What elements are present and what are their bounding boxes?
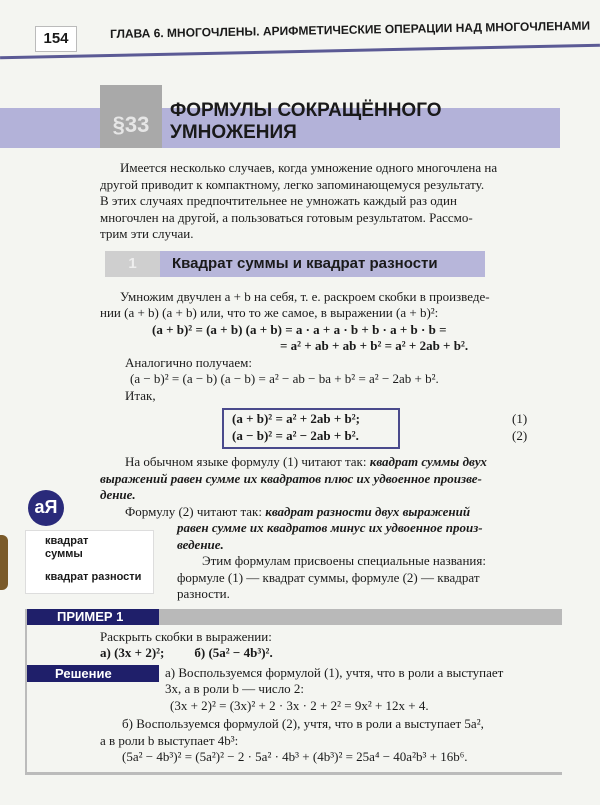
text-line: 3x, а в роли b — число 2: [165,681,305,696]
solution-b [27,716,562,766]
section-title-line: УМНОЖЕНИЯ [170,122,297,143]
formula-2: (a − b)² = a² − 2ab + b². [232,427,359,443]
text-line: б) Воспользуемся формулой (2), учтя, что в роли a выступает 5a², [122,716,484,731]
glossary-icon: аЯ [28,490,64,526]
rule-text: равен сумме их квадратов минус их удвоенное произ- [177,520,483,535]
intro-paragraph [100,160,562,243]
example-label: ПРИМЕР 1 [27,609,159,625]
glossary-term [45,535,88,561]
main-column [55,160,562,775]
text-line: Умножим двучлен a + b на себя, т. е. раскроем скобки в произведе- [120,288,490,304]
section-number: §33 [100,85,162,148]
rule-text: дение. [100,487,136,502]
formula-line: (a + b)² = (a + b) (a + b) = a · a + a · b + b · a + b · b = [152,321,447,337]
rule-text: квадрат суммы двух [369,454,487,469]
text-line: а) Воспользуемся формулой (1), учтя, что в роли a выступает [165,664,504,680]
text-line: формуле (1) — квадрат суммы, формуле (2) — квадрат [177,569,480,585]
chapter-header: ГЛАВА 6. МНОГОЧЛЕНЫ. АРИФМЕТИЧЕСКИЕ ОПЕРАЦИИ НАД МНОГОЧЛЕНАМИ [109,18,591,41]
rule-text: ведение. [177,536,224,552]
formula-2-number: (2) [512,427,528,443]
formula-box [222,408,400,449]
rule-text: выражений равен сумме их квадратов плюс их удвоенное произве- [100,470,482,486]
text-line: Раскрыть скобки в выражении: [100,628,272,644]
text-line: нии (a + b) (a + b) или, что то же самое, в выражении (a + b)²: [100,305,439,320]
text-line: другой приводит к компактному, легко запоминающемуся результату. [100,176,485,192]
page-number: 154 [35,26,77,52]
example-frame [25,609,562,775]
reading-paragraph-1 [100,454,562,504]
text-line: Формулу (2) читают так: [125,503,266,519]
formula-line: (a − b)² = (a − b) (a − b) = a² − ab − ba + b² = a² − 2ab + b². [130,371,439,386]
text-line: трим эти случаи. [100,226,194,241]
task-b: б) (5a² − 4b³)². [194,645,273,660]
text-line: Имеется несколько случаев, когда умножение одного многочлена на [120,160,498,175]
example-task [27,629,562,662]
formula-1: (a + b)² = a² + 2ab + b²; [232,411,361,426]
subsection-band [105,251,485,277]
task-a: а) (3x + 2)²; [100,645,165,660]
text-line: Этим формулам присвоены специальные названия: [202,553,486,568]
rule-text: квадрат разности двух выражений [265,503,471,519]
glossary-term-line: квадрат [45,535,89,547]
names-paragraph [100,553,562,603]
header-rule [0,44,600,60]
text-line: а в роли b выступает 4b³: [100,732,239,748]
formula-row [100,408,562,448]
glossary-term: квадрат разности [45,571,142,583]
solution-a [159,665,503,715]
formula-line: (3x + 2)² = (3x)² + 2 · 3x · 2 + 2² = 9x² + 12x + 4. [170,697,429,713]
formula-line: = a² + ab + ab + b² = a² + 2ab + b². [280,338,469,353]
formula-line: (5a² − 4b³)² = (5a²)² − 2 · 5a² · 4b³ + (4b³)² = 25a⁴ − 40a²b³ + 16b⁶. [122,749,468,764]
text-line: В этих случаях предпочтительнее не умножать каждый раз один [100,193,457,208]
subsection-title: Квадрат суммы и квадрат разности [172,255,438,272]
formula-1-number: (1) [512,411,528,426]
solution-label: Решение [27,665,159,682]
body-paragraph [100,289,562,405]
subsection-number: 1 [105,251,160,277]
page-edge-tab [0,535,8,590]
text-line: На обычном языке формулу (1) читают так: [125,454,370,469]
text-line: Аналогично получаем: [125,354,252,370]
reading-paragraph-2 [100,504,562,554]
example-bar [27,609,562,625]
text-line: многочлен на другой, а пользоваться готовым результатом. Рассмо- [100,209,473,225]
section-title-line: ФОРМУЛЫ СОКРАЩЁННОГО [170,100,442,121]
section-title [170,100,442,144]
glossary-term-line: суммы [45,548,83,560]
text-line: разности. [177,586,230,601]
solution-row [27,665,562,715]
text-line: Итак, [125,387,156,403]
